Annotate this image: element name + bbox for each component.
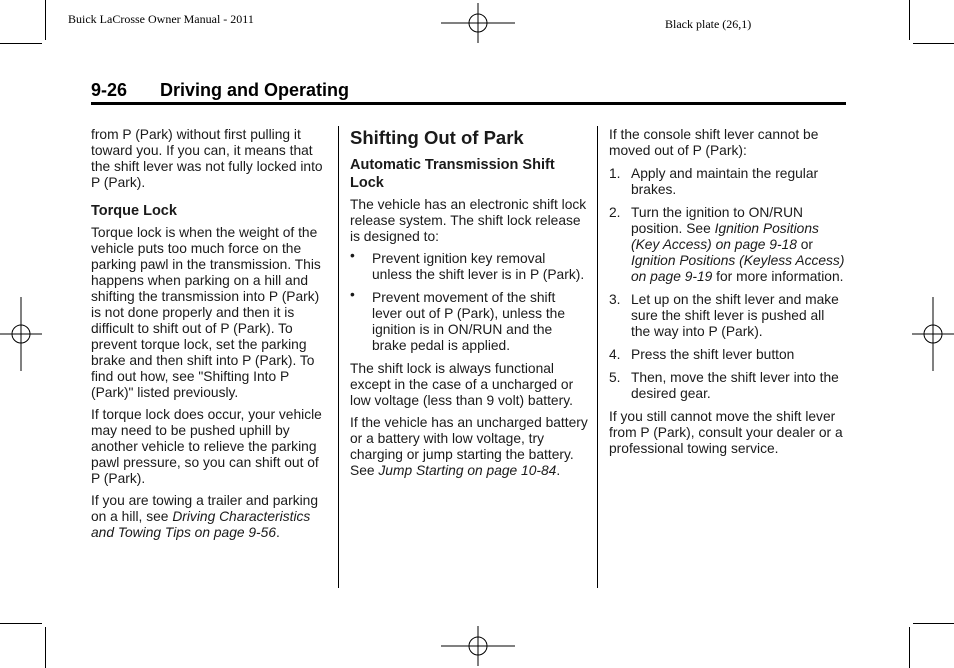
intro-paragraph: from P (Park) without first pulling it toward you. If you can, it means that the shift lever was not fully locked into P (Park). bbox=[91, 127, 323, 190]
body-paragraph: If the vehicle has an uncharged battery or a battery with low voltage, try charging or jump starting the battery. See Jump Starting on page 10-84. bbox=[350, 415, 588, 478]
cross-reference-link[interactable]: Jump Starting on page 10-84 bbox=[378, 463, 557, 478]
body-paragraph: The shift lock is always functional except in the case of a uncharged or low voltage (less than 9 volt) battery. bbox=[350, 361, 574, 408]
column-middle bbox=[350, 127, 588, 485]
manual-title: Buick LaCrosse Owner Manual - 2011 bbox=[68, 12, 254, 26]
column-divider bbox=[597, 126, 598, 588]
bullet-list bbox=[350, 248, 588, 354]
list-item: • Prevent ignition key removal unless the shift lever is in P (Park). bbox=[350, 248, 585, 282]
step-number: 3. bbox=[609, 292, 621, 307]
column-right bbox=[609, 127, 847, 463]
registration-mark-icon bbox=[912, 297, 954, 371]
page-header bbox=[91, 80, 349, 101]
crop-mark bbox=[913, 43, 954, 44]
towing-paragraph: If you are towing a trailer and parking on a hill, see Driving Characteristics and Towing Tips on page 9-56. bbox=[91, 493, 319, 540]
torque-lock-heading: Torque Lock bbox=[91, 203, 177, 219]
list-item: 3. Let up on the shift lever and make sure the shift lever is pushed all the way into P (Park). bbox=[609, 292, 839, 339]
cross-reference-link[interactable]: Driving Characteristics and Towing Tips on page 9-56 bbox=[91, 509, 311, 540]
list-item: 5. Then, move the shift lever into the desired gear. bbox=[609, 370, 839, 401]
crop-mark bbox=[45, 627, 46, 668]
list-item: • Prevent movement of the shift lever out of P (Park), unless the ignition is in ON/RUN and the brake pedal is applied. bbox=[350, 287, 565, 353]
plate-label: Black plate (26,1) bbox=[665, 17, 752, 31]
crop-mark bbox=[909, 627, 910, 668]
page-number: 9-26 bbox=[91, 80, 128, 100]
subheading: Automatic Transmission Shift Lock bbox=[350, 157, 555, 191]
crop-mark bbox=[913, 623, 954, 624]
step-number: 1. bbox=[609, 166, 621, 181]
torque-lock-paragraph: If torque lock does occur, your vehicle may need to be pushed uphill by another vehicle to relieve the parking pawl pressure, so you can shift out of P (Park). bbox=[91, 407, 322, 486]
bullet-marker: • bbox=[350, 248, 355, 263]
crop-mark bbox=[0, 623, 42, 624]
column-left bbox=[91, 127, 331, 547]
registration-mark-icon bbox=[0, 297, 42, 371]
crop-mark bbox=[45, 0, 46, 40]
list-item: 1. Apply and maintain the regular brakes. bbox=[609, 166, 819, 197]
body-paragraph: The vehicle has an electronic shift lock release system. The shift lock release is designed to: bbox=[350, 197, 587, 244]
steps-list bbox=[609, 166, 847, 402]
cross-reference-link[interactable]: Ignition Positions (Keyless Access) on page 9-19 bbox=[631, 253, 845, 284]
cross-reference-link[interactable]: Ignition Positions (Key Access) on page 9-18 bbox=[631, 221, 819, 252]
section-title: Driving and Operating bbox=[160, 80, 350, 100]
column-divider bbox=[338, 126, 339, 588]
step-number: 4. bbox=[609, 347, 621, 362]
body-paragraph: If you still cannot move the shift lever from P (Park), consult your dealer or a professional towing service. bbox=[609, 409, 843, 456]
bullet-marker: • bbox=[350, 287, 355, 302]
list-item: 2. Turn the ignition to ON/RUN position. See Ignition Positions (Key Access) on page 9-18 or Ignition Positions (Keyless Access) on page 9-19 for more information. bbox=[609, 205, 845, 284]
crop-mark bbox=[909, 0, 910, 40]
header-rule bbox=[91, 102, 846, 105]
crop-mark bbox=[0, 43, 42, 44]
section-heading: Shifting Out of Park bbox=[350, 127, 524, 148]
torque-lock-paragraph: Torque lock is when the weight of the vehicle puts too much force on the parking pawl in the transmission. This happens when parking on a hill and shifting the transmission into P (Park) is not done properly and then it is difficult to shift out of P (Park). To prevent torque lock, set the parking brake and then shift into P (Park). To find out how, see "Shifting Into P (Park)" listed previously. bbox=[91, 225, 321, 400]
body-paragraph: If the console shift lever cannot be moved out of P (Park): bbox=[609, 127, 819, 158]
registration-mark-icon bbox=[441, 626, 515, 666]
step-number: 5. bbox=[609, 370, 621, 385]
list-item: 4. Press the shift lever button bbox=[609, 347, 795, 362]
registration-mark-icon bbox=[441, 3, 515, 43]
step-number: 2. bbox=[609, 205, 621, 220]
